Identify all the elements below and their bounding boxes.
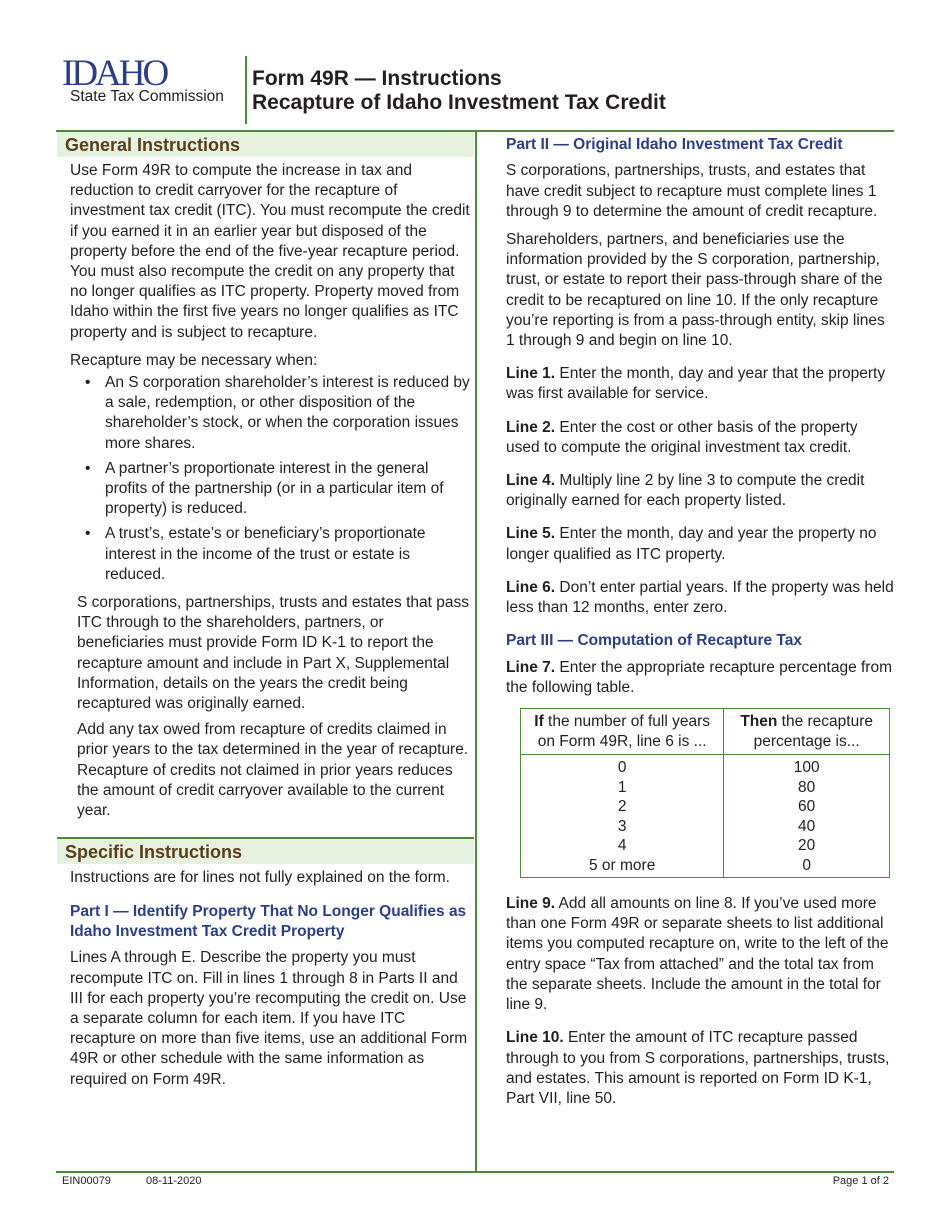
line7-label: Line 7. — [506, 658, 556, 676]
line1-label: Line 1. — [506, 365, 556, 383]
idaho-logo-wordmark: IDAHO — [62, 53, 167, 94]
table-row: 2 60 — [521, 797, 890, 817]
part1-paragraph: Lines A through E. Describe the property you must recompute ITC on. Fill in lines 1 through 8 in Parts II and III for each property you’re recomputing the credit on. Use a separate column for each item. If you have ITC recapture on more than five items, use an additional Form 49R or other schedule with the same information as required on Form 49R. — [70, 949, 468, 1088]
line10-label: Line 10. — [506, 1029, 564, 1047]
right-column — [506, 135, 894, 1117]
footer-page-number: Page 1 of 2 — [832, 1175, 889, 1187]
form-title — [252, 67, 666, 115]
line6-instruction — [506, 578, 894, 618]
line10-text: Enter the amount of ITC recapture passed through to you from S corporations, partnerships, trusts, and estates. This amount is reported on Form ID K-1, Part VII, line 50. — [506, 1029, 890, 1107]
form-title-line2: Recapture of Idaho Investment Tax Credit — [252, 91, 666, 114]
line9-instruction — [506, 894, 894, 1015]
specific-instructions-heading: Specific Instructions — [57, 837, 474, 864]
part2-heading: Part II — Original Idaho Investment Tax Credit — [506, 136, 843, 153]
table-header-years: If the number of full years on Form 49R, line 6 is ... — [521, 709, 724, 755]
logo-divider — [245, 56, 247, 124]
table-row: 0 100 — [521, 755, 890, 778]
line6-label: Line 6. — [506, 578, 556, 596]
line7-text: Enter the appropriate recapture percentage from the following table. — [506, 658, 892, 696]
list-item: • A trust’s, estate’s or beneficiary’s proportionate interest in the income of the trust or estate is reduced. — [57, 524, 474, 585]
bottom-rule — [56, 1171, 894, 1173]
line10-instruction — [506, 1028, 894, 1109]
line4-label: Line 4. — [506, 472, 556, 490]
line4-instruction — [506, 471, 894, 511]
logo-subtitle: State Tax Commission — [70, 88, 224, 105]
general-paragraph-1: Use Form 49R to compute the increase in tax and reduction to credit carryover for the recapture of investment tax credit (ITC). You must recompute the credit if you earned it in an earlier year but disposed of the property before the end of the five-year recapture period. You must also recompute the credit on any property that no longer qualifies as ITC property. Property moved from Idaho within the first five years no longer qualifies as ITC property and is subject to recapture. — [70, 162, 470, 341]
line2-text: Enter the cost or other basis of the property used to compute the original investment tax credit. — [506, 418, 858, 456]
line5-label: Line 5. — [506, 525, 556, 543]
general-paragraph-4: Add any tax owed from recapture of credits claimed in prior years to the tax determined in the year of recapture. Recapture of credits not claimed in prior years reduces the amount of credit carryover available to the current year. — [77, 721, 469, 820]
table-row: 1 80 — [521, 778, 890, 798]
general-paragraph-2: Recapture may be necessary when: — [70, 351, 318, 369]
line4-text: Multiply line 2 by line 3 to compute the credit originally earned for each property listed. — [506, 472, 865, 510]
line5-instruction — [506, 524, 894, 564]
line9-text: Add all amounts on line 8. If you’ve used more than one Form 49R or separate sheets to list additional items you computed recapture on, write to the left of the entry space “Tax from attached” and the total tax from the separate sheets. Include the amount in the total for line 9. — [506, 895, 889, 1014]
part1-heading: Part I — Identify Property That No Longer Qualifies as Idaho Investment Tax Credit Property — [70, 902, 467, 940]
table-row: 5 or more 0 — [521, 856, 890, 878]
line7-instruction — [506, 658, 894, 698]
left-column — [57, 132, 474, 1098]
table-row: 3 40 — [521, 817, 890, 837]
line1-text: Enter the month, day and year that the property was first available for service. — [506, 365, 886, 403]
recapture-percentage-table — [520, 708, 890, 878]
column-divider — [475, 130, 477, 1172]
table-header-percentage: Then the recapture percentage is... — [724, 709, 890, 755]
general-instructions-heading: General Instructions — [57, 132, 474, 157]
line9-label: Line 9. — [506, 895, 556, 913]
general-paragraph-3: S corporations, partnerships, trusts and estates that pass ITC through to the shareholders, partners, or beneficiaries must provide Form ID K-1 to report the recapture amount and include in Part X, Supplemental Information, details on the years the credit being recaptured was originally earned. — [77, 594, 470, 713]
table-row: 4 20 — [521, 836, 890, 856]
recapture-conditions-list — [57, 373, 474, 585]
part3-heading: Part III — Computation of Recapture Tax — [506, 632, 802, 650]
list-item: • An S corporation shareholder’s interest is reduced by a sale, redemption, or other disposition of the shareholder’s stock, or when the corporation issues more shares. — [57, 373, 474, 454]
page-header — [0, 0, 950, 132]
footer-form-code: EIN00079 — [62, 1175, 111, 1187]
part2-paragraph-2: Shareholders, partners, and beneficiaries use the information provided by the S corporation, partnership, trust, or estate to report their pass-through share of the credit to be recaptured on line 10. If the only recapture you’re reporting is from a pass-through entity, skip lines 1 through 9 and begin on line 10. — [506, 231, 885, 350]
line5-text: Enter the month, day and year the property no longer qualified as ITC property. — [506, 525, 877, 563]
specific-paragraph-1: Instructions are for lines not fully explained on the form. — [70, 869, 450, 887]
line6-text: Don’t enter partial years. If the property was held less than 12 months, enter zero. — [506, 578, 894, 617]
form-title-line1: Form 49R — Instructions — [252, 67, 502, 90]
line1-instruction — [506, 364, 894, 404]
part2-paragraph-1: S corporations, partnerships, trusts, and estates that have credit subject to recapture must complete lines 1 through 9 to determine the amount of credit recapture. — [506, 162, 878, 220]
line2-label: Line 2. — [506, 418, 556, 436]
footer-date: 08-11-2020 — [146, 1175, 202, 1187]
list-item: • A partner’s proportionate interest in the general profits of the partnership (or in a particular item of property) is reduced. — [57, 459, 474, 520]
line2-instruction — [506, 418, 894, 458]
